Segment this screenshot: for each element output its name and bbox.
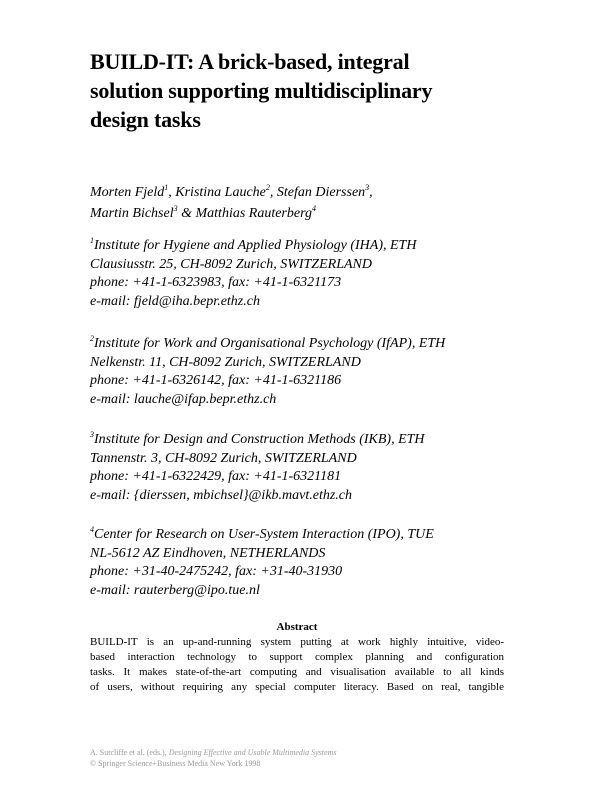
affiliation-institute: $^2$Institute for Work and Organisational Psychology (IfAP), ETH bbox=[90, 334, 446, 351]
affiliation-address: Tannenstr. 3, CH-8092 Zurich, SWITZERLAND bbox=[90, 450, 357, 466]
abstract-line: based interaction technology to support complex planning and configuration bbox=[90, 651, 504, 663]
abstract-heading: Abstract bbox=[276, 621, 318, 633]
abstract-body bbox=[90, 635, 504, 695]
footer-book-title: Designing Effective and Usable Multimedia Systems bbox=[168, 748, 337, 757]
affiliation-phone: phone: +41-1-6322429, fax: +41-1-6321181 bbox=[90, 469, 342, 484]
affiliation-marker: 4 bbox=[312, 204, 317, 213]
affiliation-email: e-mail: rauterberg@ipo.tue.nl bbox=[90, 582, 260, 598]
abstract-line: BUILD-IT is an up-and-running system putting at work highly intuitive, video- bbox=[90, 636, 504, 648]
footer-editors: A. Sutcliffe et al. (eds.), bbox=[90, 748, 169, 757]
affiliation-block bbox=[90, 526, 550, 600]
affiliation-marker: 1 bbox=[164, 183, 169, 192]
author-line: Morten Fjeld$^1$, Kristina Lauche$^2$, Stefan Dierssen$^3$, bbox=[90, 183, 373, 200]
affiliation-institute: $^3$Institute for Design and Construction Methods (IKB), ETH bbox=[90, 430, 425, 447]
abstract-line: of users, without requiring any special computer literacy. Based on real, tangible bbox=[90, 681, 504, 693]
author-name: Kristina Lauche bbox=[175, 185, 266, 200]
author-list bbox=[90, 182, 550, 224]
affiliation-block bbox=[90, 237, 550, 311]
affiliation-number: 1 bbox=[90, 236, 94, 245]
affiliation-phone: phone: +41-1-6326142, fax: +41-1-6321186 bbox=[90, 373, 342, 388]
paper-title bbox=[90, 47, 550, 134]
affiliation-marker: 3 bbox=[365, 183, 370, 192]
affiliation-address: Nelkenstr. 11, CH-8092 Zurich, SWITZERLAND bbox=[90, 354, 361, 370]
affiliation-phone: phone: +41-1-6323983, fax: +41-1-6321173 bbox=[90, 275, 342, 290]
affiliation-block bbox=[90, 431, 550, 505]
affiliation-email: e-mail: lauche@ifap.bepr.ethz.ch bbox=[90, 391, 277, 407]
author-name: Matthias Rauterberg bbox=[195, 206, 313, 221]
footer-citation bbox=[90, 747, 450, 758]
affiliation-number: 4 bbox=[90, 525, 94, 534]
author-name: Morten Fjeld bbox=[90, 185, 165, 200]
publication-footer bbox=[90, 747, 450, 769]
affiliation-number: 2 bbox=[90, 334, 94, 343]
author-name: Martin Bichsel bbox=[90, 206, 174, 221]
author-line: Martin Bichsel$^3$ & Matthias Rauterberg$^4$ bbox=[90, 204, 317, 221]
affiliation-marker: 3 bbox=[173, 204, 178, 213]
affiliation-email: e-mail: fjeld@iha.bepr.ethz.ch bbox=[90, 293, 260, 309]
affiliation-email: e-mail: {dierssen, mbichsel}@ikb.mavt.ethz.ch bbox=[90, 487, 353, 503]
affiliation-institute: $^4$Center for Research on User-System Interaction (IPO), TUE bbox=[90, 525, 434, 542]
affiliation-marker: 2 bbox=[265, 183, 270, 192]
title-line: solution supporting multidisciplinary bbox=[90, 78, 433, 103]
author-name: Stefan Dierssen bbox=[276, 185, 366, 200]
affiliation-number: 3 bbox=[90, 430, 94, 439]
title-line: design tasks bbox=[90, 107, 201, 132]
affiliation-address: Clausiusstr. 25, CH-8092 Zurich, SWITZERLAND bbox=[90, 256, 372, 272]
abstract-line: tasks. It makes state-of-the-art computing and visualisation available to all kinds bbox=[90, 666, 504, 678]
footer-copyright: © Springer Science+Business Media New York 1998 bbox=[90, 759, 261, 768]
affiliation-institute: $^1$Institute for Hygiene and Applied Physiology (IHA), ETH bbox=[90, 236, 417, 253]
affiliation-address: NL-5612 AZ Eindhoven, NETHERLANDS bbox=[90, 545, 326, 561]
affiliation-phone: phone: +31-40-2475242, fax: +31-40-31930 bbox=[90, 564, 343, 579]
title-line: BUILD-IT: A brick-based, integral bbox=[90, 49, 410, 74]
affiliation-block bbox=[90, 335, 550, 409]
